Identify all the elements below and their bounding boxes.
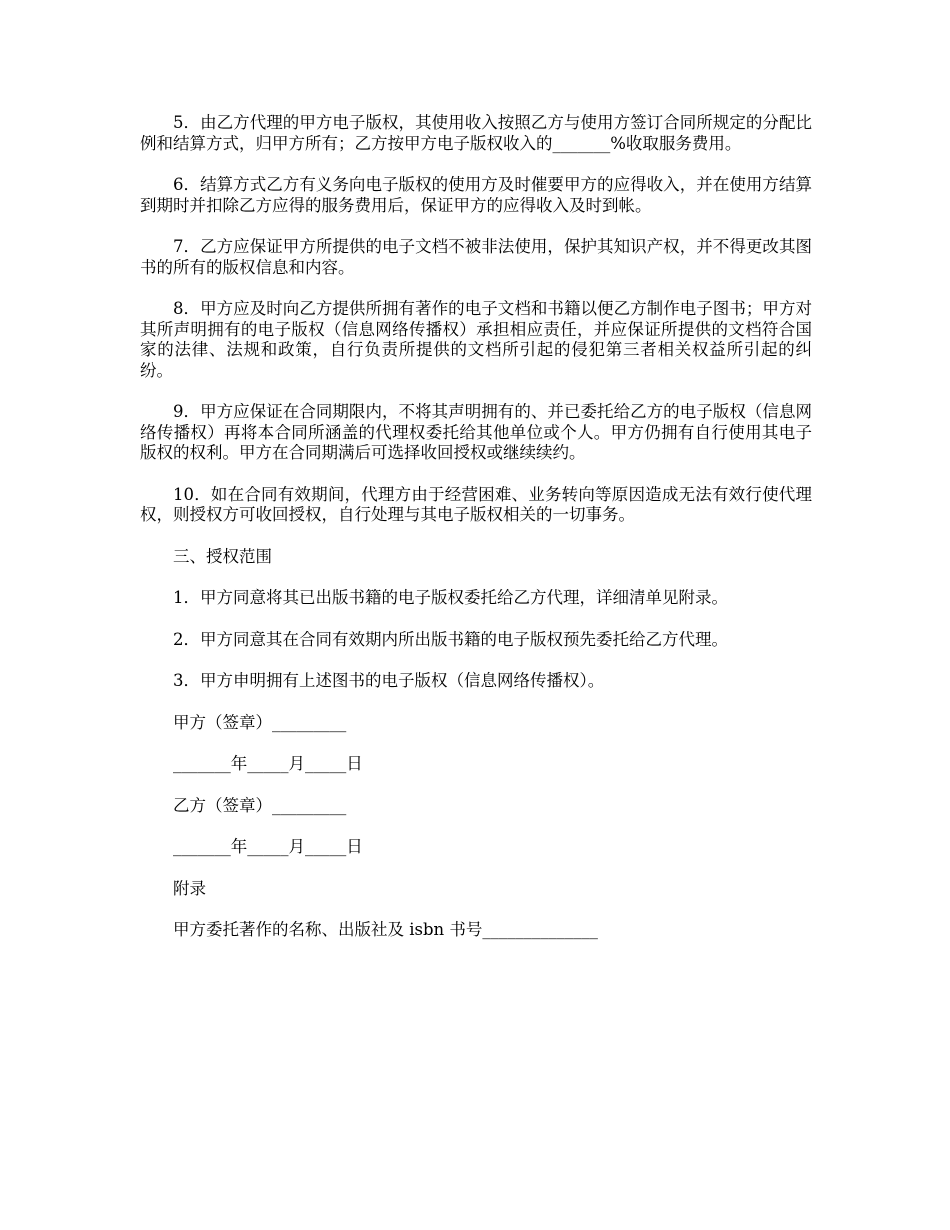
signature-party-b: 乙方（签章）_________: [173, 795, 347, 815]
signature-date-b: _______年_____月_____日: [173, 837, 363, 856]
document-body: [140, 113, 812, 962]
scope-item-3: 3．甲方申明拥有上述图书的电子版权（信息网络传播权）。: [173, 671, 605, 690]
clause-6: 6．结算方式乙方有义务向电子版权的使用方及时催要甲方的应得收入，并在使用方结算到期时并扣除乙方应得的服务费用后，保证甲方的应得收入及时到帐。: [140, 175, 812, 215]
clause-10: 10．如在合同有效期间，代理方由于经营困难、业务转向等原因造成无法有效行使代理权，则授权方可收回授权，自行处理与其电子版权相关的一切事务。: [140, 484, 812, 524]
signature-party-a: 甲方（签章）_________: [173, 712, 347, 732]
appendix-works-line: 甲方委托著作的名称、出版社及 isbn 书号______________: [173, 920, 598, 939]
scope-item-1: 1．甲方同意将其已出版书籍的电子版权委托给乙方代理，详细清单见附录。: [173, 588, 728, 607]
scope-item-2: 2．甲方同意其在合同有效期内所出版书籍的电子版权预先委托给乙方代理。: [173, 629, 728, 649]
clause-8: 8．甲方应及时向乙方提供所拥有著作的电子文档和书籍以便乙方制作电子图书；甲方对其所声明拥有的电子版权（信息网络传播权）承担相应责任，并应保证所提供的文档符合国家的法律、法规和政策，自行负责所提供的文档所引起的侵犯第三者相关权益所引起的纠纷。: [140, 299, 812, 380]
signature-date-a: _______年_____月_____日: [173, 754, 363, 773]
clause-5: 5．由乙方代理的甲方电子版权，其使用收入按照乙方与使用方签订合同所规定的分配比例和结算方式，归甲方所有；乙方按甲方电子版权收入的_______%收取服务费用。: [140, 113, 812, 153]
section-heading-scope: 三、授权范围: [173, 546, 272, 566]
appendix-heading: 附录: [173, 878, 206, 898]
clause-7: 7．乙方应保证甲方所提供的电子文档不被非法使用，保护其知识产权，并不得更改其图书的所有的版权信息和内容。: [140, 237, 812, 277]
clause-9: 9．甲方应保证在合同期限内，不将其声明拥有的、并已委托给乙方的电子版权（信息网络传播权）再将本合同所涵盖的代理权委托给其他单位或个人。甲方仍拥有自行使用其电子版权的权利。甲方在合同期满后可选择收回授权或继续续约。: [140, 402, 812, 462]
